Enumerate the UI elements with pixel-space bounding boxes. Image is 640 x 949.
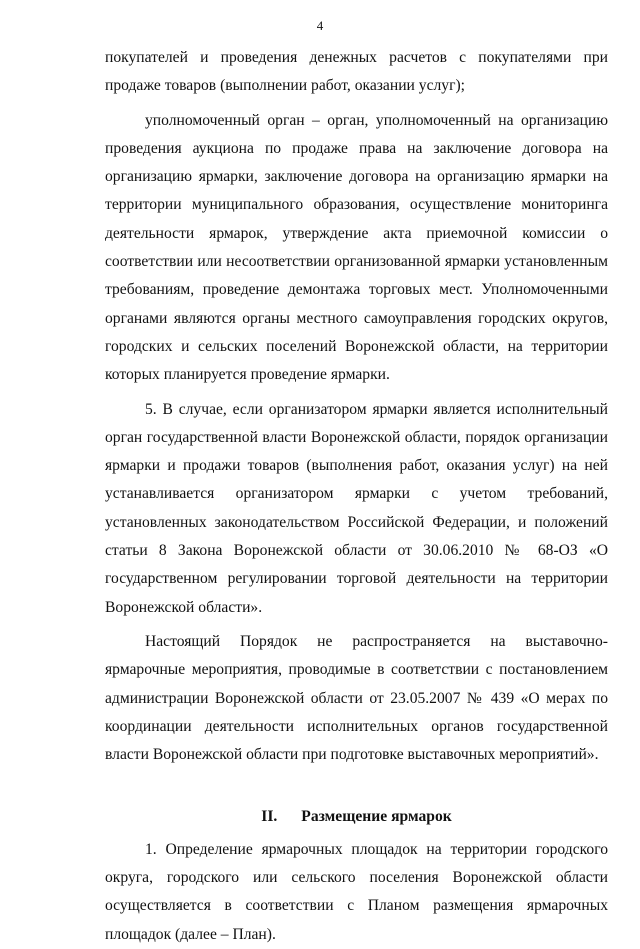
paragraph-item-5: 5. В случае, если организатором ярмарки является исполнительный орган государственной власти Воронежской области, порядок организации ярмарки и продажи товаров (выполнения работ, оказания услуг) на ней устанавливается организатором ярмарки с учетом требований, установленных законодательством Российской Федерации, и положений статьи 8 Закона Воронежской области от 30.06.2010 № 68-ОЗ «О государственном регулировании торговой деятельности на территории Воронежской области».	[105, 400, 608, 616]
document-body	[105, 44, 608, 949]
paragraph-scope: Настоящий Порядок не распространяется на выставочно-ярмарочные мероприятия, проводимые в соответствии с постановлением администрации Воронежской области от 23.05.2007 № 439 «О мерах по координации деятельности исполнительных органов государственной власти Воронежской области при подготовке выставочных мероприятий».	[105, 632, 608, 764]
section-title: Размещение ярмарок	[301, 808, 452, 826]
section-number: II.	[261, 808, 278, 826]
paragraph-continuation: покупателей и проведения денежных расчетов с покупателями при продаже товаров (выполнении работ, оказании услуг);	[105, 49, 608, 95]
paragraph-section-item-1: 1. Определение ярмарочных площадок на территории городского округа, городского или сельского поселения Воронежской области осуществляется в соответствии с Планом размещения ярмарочных площадок (далее – План).	[105, 840, 608, 943]
section-heading	[105, 803, 608, 831]
paragraph-authorized-body: уполномоченный орган – орган, уполномоченный на организацию проведения аукциона по продаже права на заключение договора на организацию ярмарки, заключение договора на организацию ярмарки на территории муниципального образования, осуществление мониторинга деятельности ярмарок, утверждение акта приемочной комиссии о соответствии или несоответствии организованной ярмарки установленным требованиям, проведение демонтажа торговых мест. Уполномоченными органами являются органы местного самоуправления городских округов, городских и сельских поселений Воронежской области, на территории которых планируется проведение ярмарки.	[105, 111, 608, 384]
page-number: 4	[316, 18, 324, 33]
